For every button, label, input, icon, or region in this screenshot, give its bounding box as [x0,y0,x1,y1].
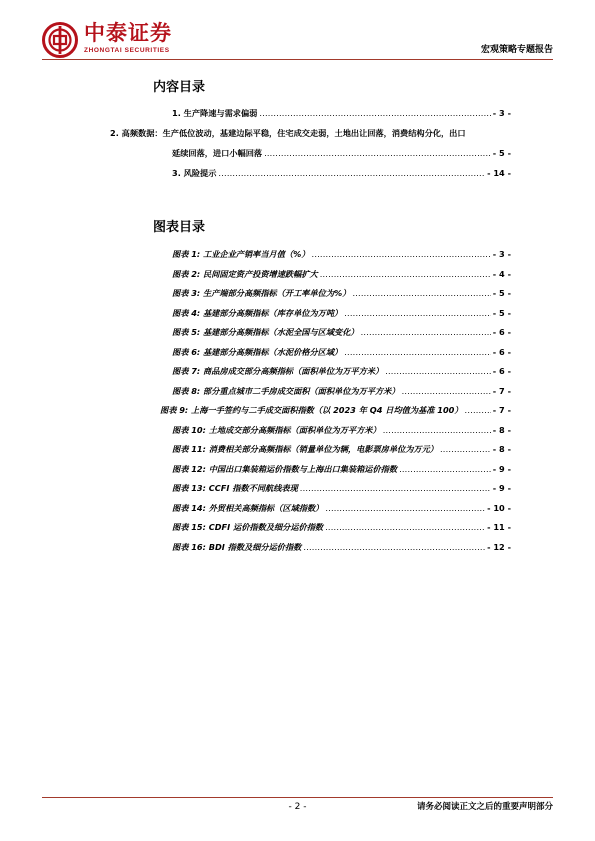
dot-leader [325,503,485,514]
figure-entry-label: 图表 9: 上海一手签约与二手成交面积指数（以 2023 年 Q4 日均值为基准 100） [160,405,463,415]
figure-entry-label: 图表 2: 民间固定资产投资增速跌幅扩大 [172,268,318,279]
figure-entry-page: - 5 - [492,288,511,298]
toc-entry-label-continued: 延续回落，进口小幅回落 [172,148,263,158]
dot-leader [344,308,491,319]
figure-entry-label: 图表 16: BDI 指数及细分运价指数 [172,541,302,552]
dot-leader [300,483,491,494]
toc-entry-page: - 14 - [487,168,511,178]
toc-entry-label: 3. 风险提示 [172,168,217,178]
toc-title: 内容目录 [153,80,206,95]
dot-leader [352,288,490,299]
figure-entry-label: 图表 7: 商品房成交部分高频指标（面积单位为万平方米） [172,366,384,376]
figure-entry-page: - 11 - [487,522,511,532]
dot-leader [465,405,491,416]
dot-leader [325,522,485,533]
toc-entry-label: 2. 高频数据：生产低位波动，基建边际平稳，住宅成交走弱，土地出让回落，消费结构分化，出口 [110,128,466,138]
figure-entry-page: - 4 - [492,268,511,279]
figure-entry-label: 图表 10: 土地成交部分高频指标（面积单位为万平方米） [172,424,381,435]
dot-leader [383,425,491,436]
dot-leader [402,386,491,397]
figure-entry-page: - 6 - [492,366,511,376]
dot-leader [399,464,491,475]
figure-entry-label: 图表 5: 基建部分高频指标（水泥全国与区域变化） [172,327,359,337]
figure-list-title: 图表目录 [153,220,206,235]
figure-entry-page: - 6 - [492,327,511,337]
zhongtai-logo-icon [42,22,78,58]
dot-leader [361,327,491,338]
brand-name-en: ZHONGTAI SECURITIES [84,47,170,54]
figure-entry-page: - 9 - [492,483,511,493]
figure-entry-page: - 7 - [492,405,511,415]
report-type-label: 宏观策略专题报告 [480,45,553,55]
dot-leader [218,168,485,179]
toc-entry-page: - 5 - [492,148,511,158]
figure-entry-page: - 8 - [492,424,511,435]
figure-entry-page: - 9 - [492,463,511,474]
figure-entry-page: - 6 - [492,346,511,357]
figure-entry-page: - 7 - [492,385,511,396]
figure-entry-label: 图表 3: 生产端部分高频指标（开工率单位为%） [172,288,351,298]
figure-entry-label: 图表 8: 部分重点城市二手房成交面积（面积单位为万平方米） [172,385,400,396]
dot-leader [264,148,491,159]
figure-entry-label: 图表 13: CCFI 指数不同航线表现 [172,483,298,493]
figure-entry-page: - 10 - [487,502,511,513]
toc-entry-label: 1. 生产降速与需求偏弱 [172,108,258,118]
brand-name-cn: 中泰证券 [84,21,172,45]
figure-entry-label: 图表 11: 消费相关部分高频指标（销量单位为辆，电影票房单位为万元） [172,444,438,454]
figure-entry-label: 图表 14: 外贸相关高频指标（区域指数） [172,502,324,513]
dot-leader [385,366,491,377]
dot-leader [312,249,491,260]
dot-leader [303,542,485,553]
dot-leader [344,347,491,358]
figure-entry-page: - 3 - [492,249,511,259]
page-header [0,0,595,70]
dot-leader [440,444,491,455]
toc-entry-page: - 3 - [492,108,511,118]
figure-entry-label: 图表 15: CDFI 运价指数及细分运价指数 [172,522,324,532]
header-divider [42,59,553,60]
figure-entry-page: - 5 - [492,307,511,318]
disclaimer-note: 请务必阅读正文之后的重要声明部分 [416,802,553,812]
figure-entry-page: - 8 - [492,444,511,454]
dot-leader [259,108,490,119]
figure-entry-label: 图表 1: 工业企业产销率当月值（%） [172,249,310,259]
dot-leader [320,269,491,280]
footer-divider [42,797,553,798]
figure-entry-label: 图表 6: 基建部分高频指标（水泥价格分区域） [172,346,343,357]
figure-entry-label: 图表 12: 中国出口集装箱运价指数与上海出口集装箱运价指数 [172,463,398,474]
figure-entry-label: 图表 4: 基建部分高频指标（库存单位为万吨） [172,307,343,318]
page-number: - 2 - [288,802,307,812]
figure-entry-page: - 12 - [487,541,511,552]
